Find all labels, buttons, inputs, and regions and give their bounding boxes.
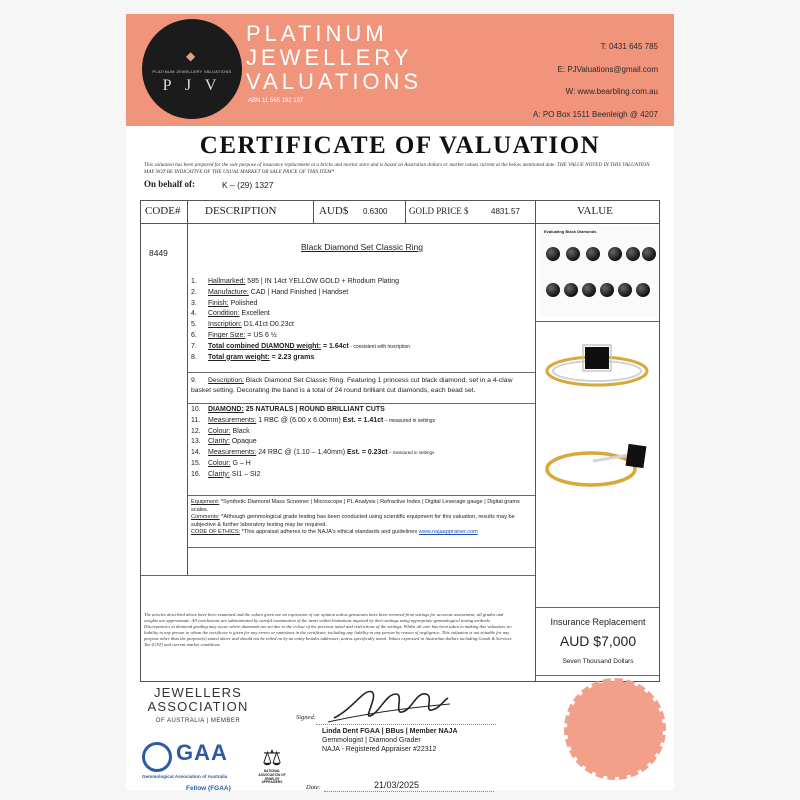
divider	[535, 201, 536, 681]
logo-initials: P J V	[162, 77, 222, 94]
certificate-page	[126, 14, 674, 790]
brand-name	[246, 22, 422, 94]
list-item: 15. Colour: G – H	[191, 459, 251, 467]
email: E: PJValuations@gmail.com	[557, 64, 658, 74]
divider	[405, 201, 406, 223]
black-diamond-swatch	[600, 283, 614, 297]
header-banner	[126, 14, 674, 126]
legal-disclaimer: The articles described above have been examined and the values given are an expression of our opinion unless gemstones have been removed from settings for accurate assessment, all grades and weights are approximate. All conclusions are substantiated by careful examination of the items within limitations imposed by their settings using appropriate gemmological testing methods. Discrepancies in diamond grading may occur where diamonds are set due to the colour of the precious metal and restrictions of the settings. Whilst all care has been taken in making this valuation, no liability to any person to whom the certificate is given for any errors or omissions in the certificate, including any liability to any person by reason of negligence. This valuation is not suitable for any purpose other than the purpose(s) stated above and should not be relied on by an entity besides addressee, unless specifically noted. Values expressed in Australian dollars including Goods & Services Tax (GST) and current market conditions.	[144, 612, 512, 648]
list-item: 7. Total combined DIAMOND weight: = 1.64ct - consistent with inscription	[191, 342, 411, 350]
black-diamond-swatch	[564, 283, 578, 297]
behalf-value: K – (29) 1327	[222, 180, 274, 190]
ring-photo-side	[539, 427, 655, 503]
grader-name: Linda Dent FGAA | BBus | Member NAJA	[322, 728, 458, 735]
date-line	[324, 791, 494, 792]
black-diamond-swatch	[636, 283, 650, 297]
insurance-value-box	[537, 611, 659, 683]
ja-line-2: ASSOCIATION	[147, 699, 249, 714]
naja-logo	[254, 746, 290, 786]
insurance-amount-words: Seven Thousand Dollars	[562, 658, 634, 665]
abn-number: ABN 11 565 192 137	[248, 98, 304, 104]
divider	[313, 201, 314, 223]
divider	[187, 372, 535, 373]
grader-title: Gemmologist | Diamond Grader	[322, 737, 421, 744]
header-gold-label: GOLD PRICE $	[409, 206, 469, 216]
scales-icon: ⚖	[262, 745, 282, 770]
naja-text: NATIONAL ASSOCIATION OF JEWELRY APPRAISERS	[258, 769, 286, 785]
testing-notes	[191, 499, 531, 537]
header-aud-value: 0.6300	[363, 207, 388, 216]
date-label: Date:	[306, 784, 321, 791]
ethics-note: CODE OF ETHICS: *This appraisal adheres to the NAJA's ethical standards and guidelines www.najaappraiser.com	[191, 529, 478, 536]
gaa-subtitle: Gemmological Association of Australia	[142, 774, 228, 779]
spec-list	[191, 277, 535, 363]
list-item: 2. Manufacture: CAD | Hand Finished | Handset	[191, 288, 349, 296]
certificate-title: CERTIFICATE OF VALUATION	[199, 132, 601, 159]
divider	[187, 547, 535, 548]
black-diamond-swatch	[608, 247, 622, 261]
grader-registration: NAJA - Registered Appraiser #22312	[322, 746, 437, 753]
naja-link[interactable]: www.najaappraiser.com	[418, 529, 478, 536]
brand-line-2: JEWELLERY	[246, 45, 413, 70]
signed-label: Signed:	[296, 714, 316, 721]
header-aud-label: AUD$	[319, 205, 349, 217]
black-diamond-swatch	[618, 283, 632, 297]
black-diamond-swatch	[586, 247, 600, 261]
black-diamond-swatch	[642, 247, 656, 261]
list-item: 14. Measurements: 24 RBC @ (1.10 – 1.40mm) Est. = 0.23ct – measured in settings	[191, 449, 435, 457]
fellow-label: Fellow (FGAA)	[186, 785, 231, 792]
embossed-seal	[570, 684, 660, 774]
divider	[187, 201, 188, 223]
list-item: 8. Total gram weight: = 2.23 grams	[191, 353, 315, 361]
insurance-amount: AUD $7,000	[559, 633, 637, 649]
logo-ring-text: PLATINUM JEWELLERY VALUATIONS	[152, 69, 232, 74]
contact-details	[533, 36, 658, 126]
item-code: 8449	[149, 248, 168, 258]
grader-details	[322, 727, 458, 754]
gaa-logo	[142, 740, 252, 780]
gaa-text: GAA	[176, 740, 228, 765]
list-item: 1. Hallmarked: 585 | IN 14ct YELLOW GOLD + Rhodium Plating	[191, 278, 399, 285]
comments-note: Comments: *Although gemmological grade testing has been conducted using scientific equipment for this valuation, results may be subjective & further laboratory testing may be required.	[191, 514, 515, 528]
header-value: VALUE	[577, 205, 613, 217]
divider	[141, 575, 535, 576]
black-diamond-swatch	[582, 283, 596, 297]
divider	[535, 607, 659, 608]
header-gold-value: 4831.57	[491, 207, 520, 216]
list-item: 3. Finish: Polished	[191, 299, 258, 307]
insurance-label: Insurance Replacement	[550, 617, 646, 627]
gaa-emblem-icon	[142, 742, 172, 772]
divider	[535, 321, 659, 322]
website: W: www.bearbling.com.au	[565, 87, 658, 96]
chart-image-title: Evaluating Black Diamonds	[544, 229, 597, 234]
diamond-list	[191, 405, 535, 481]
list-item: 11. Measurements: 1 RBC @ (6.00 x 6.00mm) Est. = 1.41ct – measured in settings	[191, 416, 436, 424]
black-diamond-swatch	[546, 247, 560, 261]
header-description: DESCRIPTION	[205, 205, 277, 217]
list-item: 13. Clarity: Opaque	[191, 438, 257, 446]
signature	[324, 678, 454, 728]
ja-line-3: OF AUSTRALIA | MEMBER	[155, 718, 241, 724]
table-header-row	[141, 201, 659, 224]
list-item: 12. Colour: Black	[191, 427, 250, 435]
valuation-disclaimer: This valuation has been prepared for the sole purpose of insurance replacement at a bricks and mortar store and is based on Australian dollars or market values current at the below mentioned date. THE VALUE NOTED IN THIS VALUATION MAY NOT BE INDICATIVE OF THE USUAL MARKET OR SALE PRICE OF THIS ITEM*	[144, 162, 650, 175]
divider	[187, 223, 188, 575]
phone: T: 0431 645 785	[600, 42, 658, 51]
ring-photo-front	[539, 329, 655, 399]
divider	[187, 495, 535, 496]
black-diamond-swatch	[546, 283, 560, 297]
black-diamond-chart-image	[540, 225, 658, 317]
behalf-label: On behalf of:	[144, 179, 196, 189]
list-item: 10. DIAMOND: 25 NATURALS | ROUND BRILLIANT CUTS	[191, 406, 385, 413]
black-diamond-swatch	[566, 247, 580, 261]
item-description: 9. Description: Black Diamond Set Classic Ring. Featuring 1 princess cut black diamond, set in a 4-claw basket setting. Decorating the band is a total of 24 round brilliant cut diamonds, each bead set.	[191, 377, 513, 394]
diamond-icon: ◆	[186, 49, 196, 63]
brand-line-1: PLATINUM	[246, 21, 388, 46]
valuation-table	[140, 200, 660, 682]
equipment-note: Equipment: *Synthetic Diamond Mass Screener | Microscope | PL Analysis | Refractive Index | Digital Leverage gauge | Digital grams scales.	[191, 499, 520, 513]
date-value: 21/03/2025	[374, 780, 420, 790]
signature-line	[316, 724, 496, 725]
company-logo	[142, 19, 242, 119]
black-diamond-swatch	[626, 247, 640, 261]
list-item: 16. Clarity: SI1 – SI2	[191, 470, 261, 478]
brand-line-3: VALUATIONS	[246, 69, 423, 94]
header-code: CODE#	[145, 205, 181, 217]
address: A: PO Box 1511 Beenleigh @ 4207	[533, 109, 658, 119]
divider	[187, 403, 535, 404]
ja-line-1: JEWELLERS	[153, 685, 243, 700]
list-item: 5. Inscription: D1.41ct D0.23ct	[191, 321, 294, 329]
jewellers-association-logo	[146, 686, 250, 728]
list-item: 6. Finger Size: = US 6 ½	[191, 331, 277, 339]
divider	[535, 675, 659, 676]
list-item: 4. Condition: Excellent	[191, 310, 270, 318]
item-title: Black Diamond Set Classic Ring	[301, 242, 423, 252]
